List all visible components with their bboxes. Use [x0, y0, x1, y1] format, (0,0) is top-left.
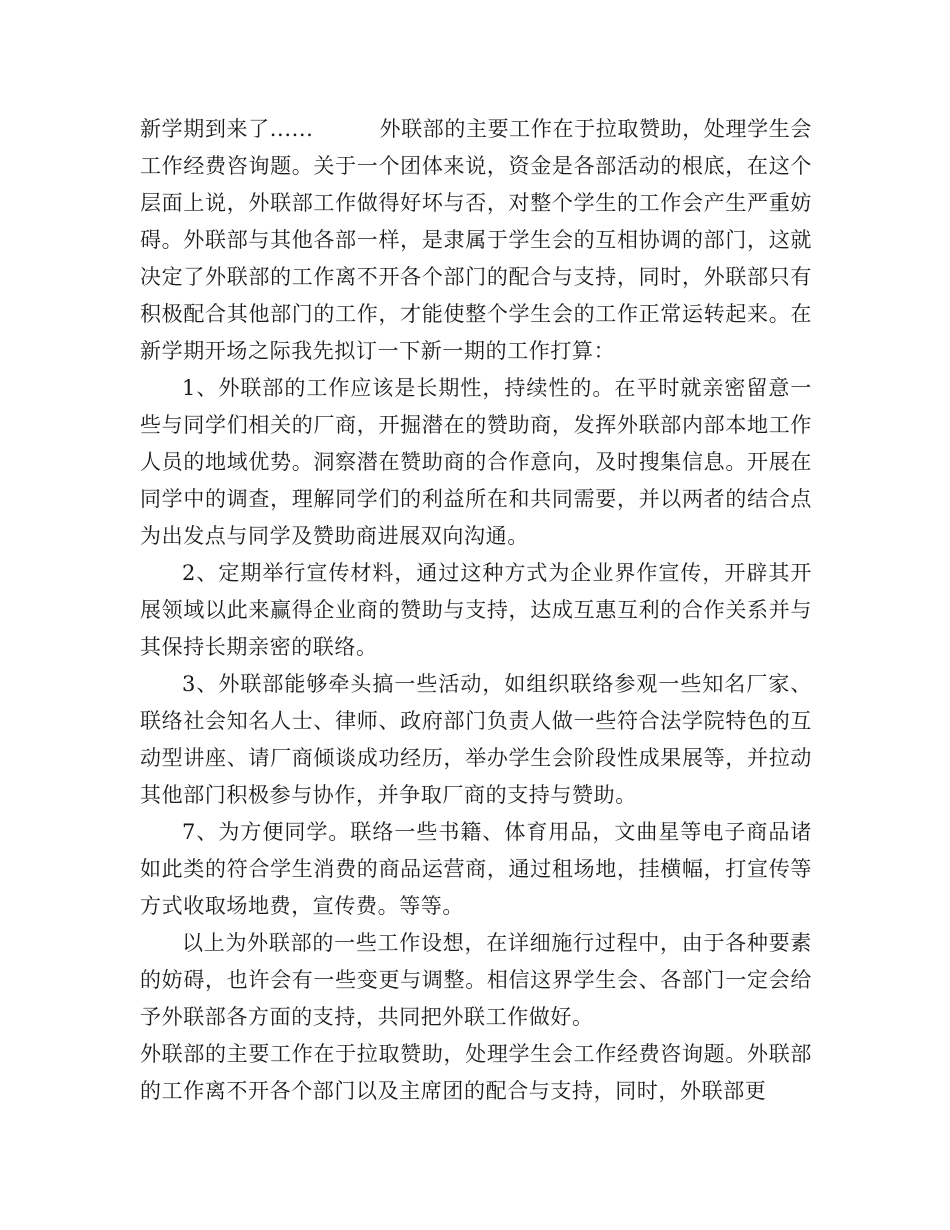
- item-paragraph-1: 1、外联部的工作应该是长期性，持续性的。在平时就亲密留意一些与同学们相关的厂商，开掘潜在的赞助商，发挥外联部内部本地工作人员的地域优势。洞察潜在赞助商的合作意向，及时搜集信息。开展在同学中的调查，理解同学们的利益所在和共同需要，并以两者的结合点为出发点与同学及赞助商进展双向沟通。: [140, 376, 812, 548]
- item-paragraph-3: 3、外联部能够牵头搞一些活动，如组织联络参观一些知名厂家、联络社会知名人士、律师、政府部门负责人做一些符合法学院特色的互动型讲座、请厂商倾谈成功经历，举办学生会阶段性成果展等，并拉动其他部门积极参与协作，并争取厂商的支持与赞助。: [140, 672, 812, 807]
- intro-paragraph: [140, 111, 812, 370]
- intro-lead: 新学期到来了......: [140, 117, 314, 141]
- conclusion-paragraph: 以上为外联部的一些工作设想，在详细施行过程中，由于各种要素的妨碍，也许会有一些变更与调整。相信这界学生会、各部门一定会给予外联部各方面的支持，共同把外联工作做好。: [140, 931, 812, 1029]
- intro-rest: 外联部的主要工作在于拉取赞助，处理学生会工作经费咨询题。关于一个团体来说，资金是各部活动的根底，在这个层面上说，外联部工作做得好坏与否，对整个学生的工作会产生严重妨碍。外联部与其他各部一样，是隶属于学生会的互相协调的部门，这就决定了外联部的工作离不开各个部门的配合与支持，同时，外联部只有积极配合其他部门的工作，才能使整个学生会的工作正常运转起来。在新学期开场之际我先拟订一下新一期的工作打算：: [140, 117, 812, 363]
- item-paragraph-7: 7、为方便同学。联络一些书籍、体育用品，文曲星等电子商品诸如此类的符合学生消费的商品运营商，通过租场地，挂横幅，打宣传等方式收取场地费，宣传费。等等。: [140, 820, 812, 918]
- document-body: [140, 111, 812, 1110]
- closing-paragraph: 外联部的主要工作在于拉取赞助，处理学生会工作经费咨询题。外联部的工作离不开各个部门以及主席团的配合与支持，同时，外联部更: [140, 1042, 812, 1103]
- item-paragraph-2: 2、定期举行宣传材料，通过这种方式为企业界作宣传，开辟其开展领域以此来赢得企业商的赞助与支持，达成互惠互利的合作关系并与其保持长期亲密的联络。: [140, 561, 812, 659]
